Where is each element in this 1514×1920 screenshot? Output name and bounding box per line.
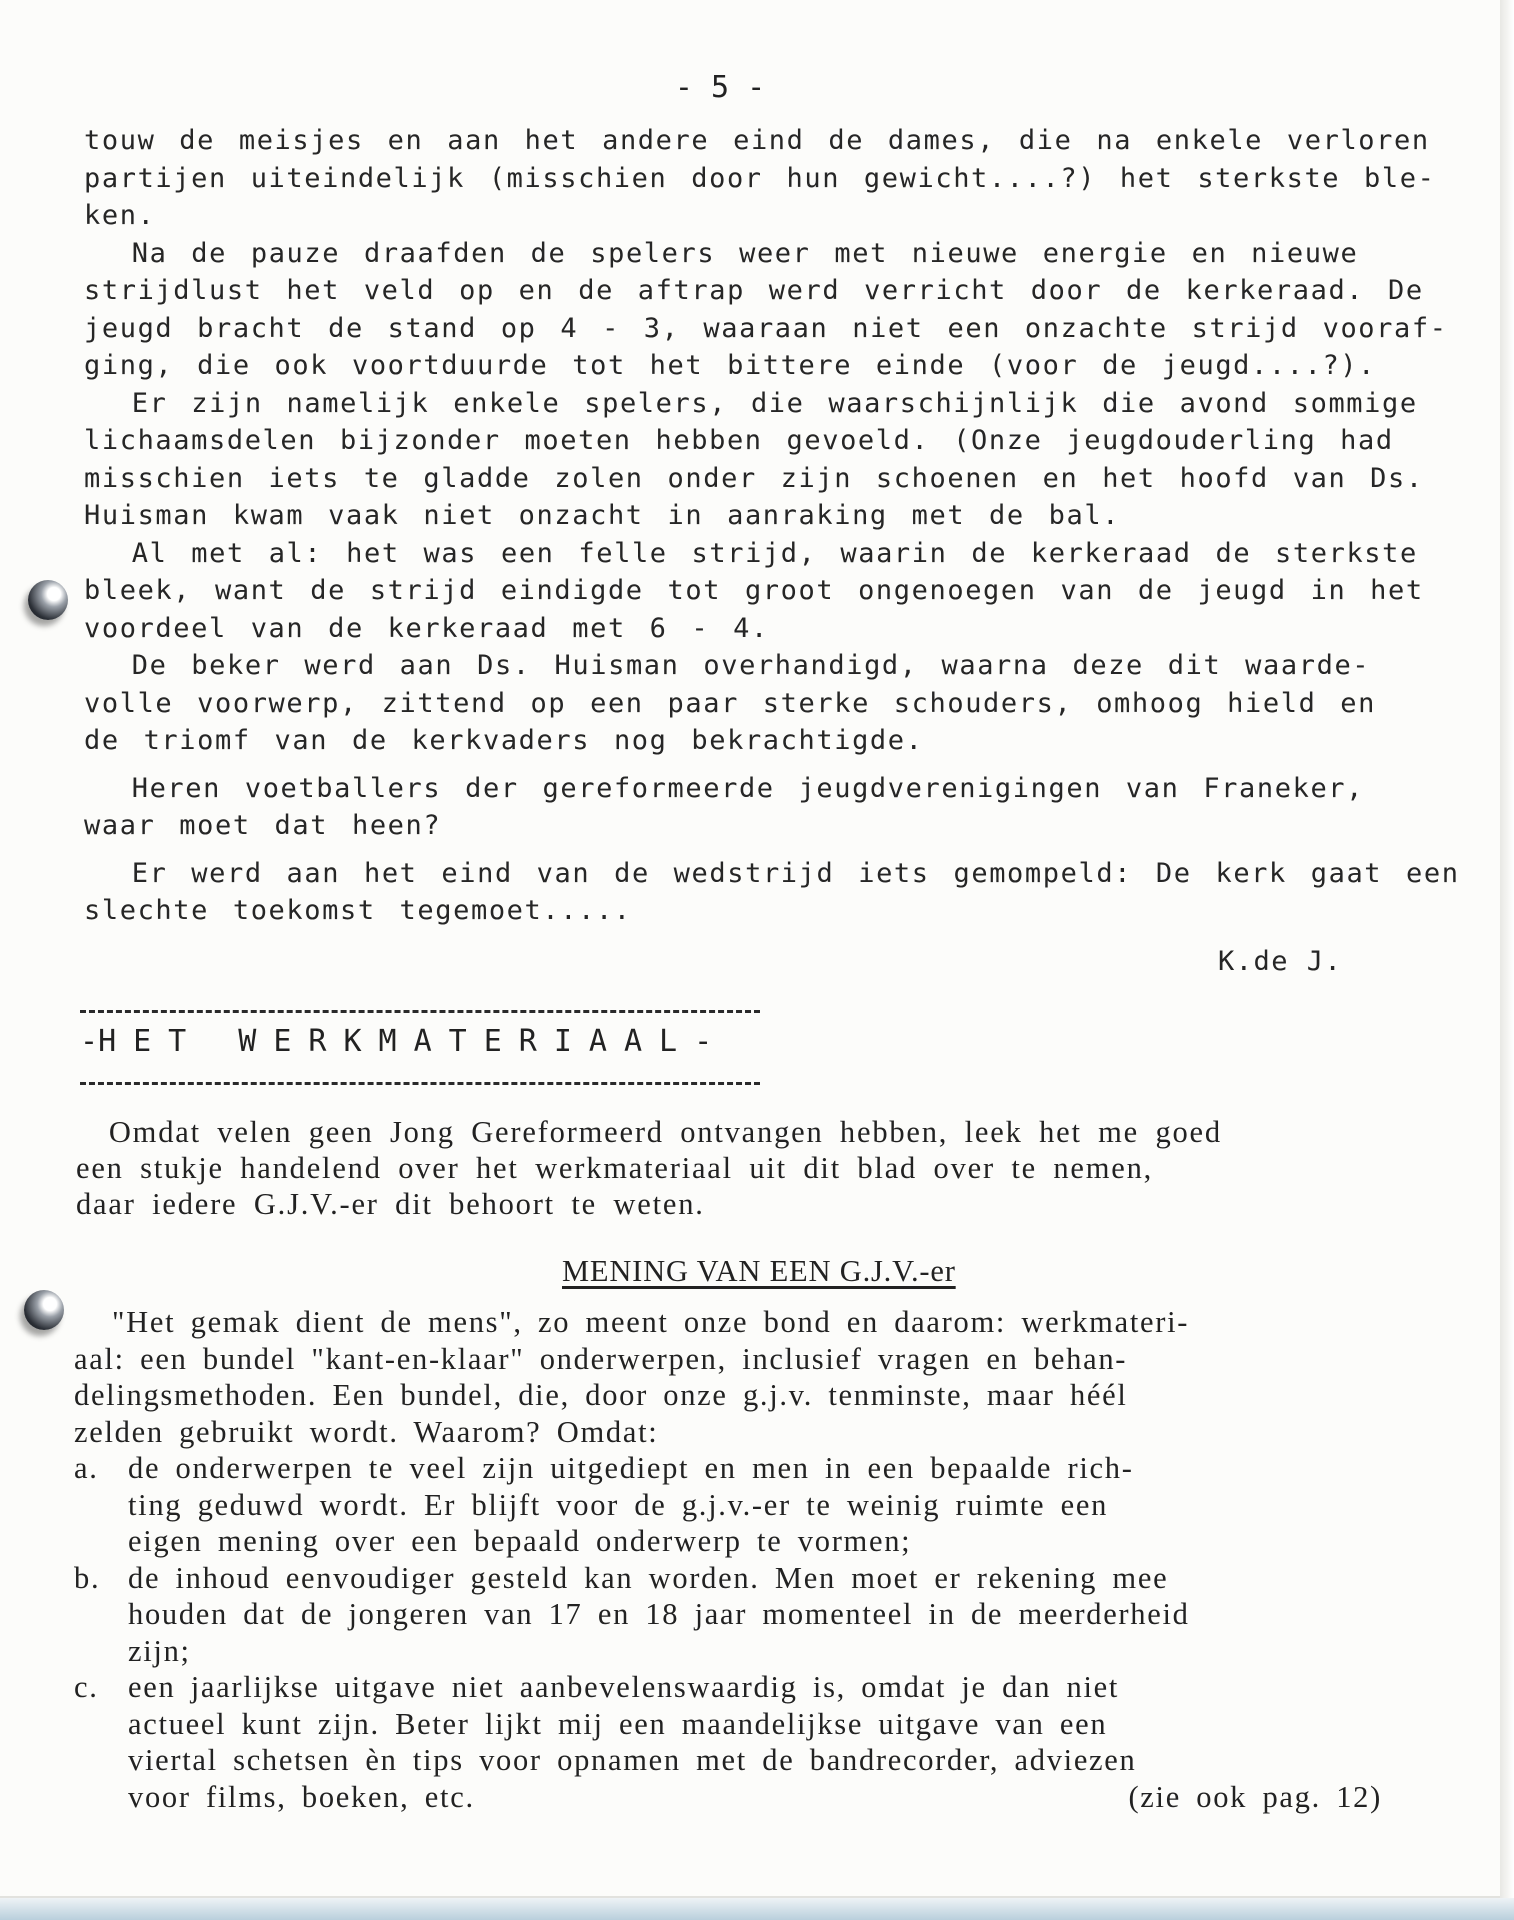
punch-hole-lower (24, 1290, 64, 1330)
text-line: bleek, want de strijd eindigde tot groot ongenoegen van de jeugd in het (84, 575, 1424, 606)
paragraph-result (84, 535, 1444, 648)
text-line: Al met al: het was een felle strijd, waarin de kerkeraad de sterkste (84, 537, 1418, 569)
text-line: Heren voetballers der gereformeerde jeugdverenigingen van Franeker, (84, 772, 1365, 804)
text-line: de onderwerpen te veel zijn uitgediept en men in een bepaalde rich- (128, 1451, 1134, 1485)
page-edge-shadow (1500, 0, 1514, 1920)
heading-marker-left: - (80, 1024, 99, 1059)
text-line: strijdlust het veld op en de aftrap werd verricht door de kerkeraad. De (84, 275, 1424, 306)
section-intro (76, 1114, 1456, 1222)
text-line: Omdat velen geen Jong Gereformeerd ontvangen hebben, leek het me goed (76, 1115, 1222, 1149)
list-item-letter: c. (74, 1670, 99, 1704)
text-line: zijn; (128, 1633, 191, 1668)
text-line: de triomf van de kerkvaders nog bekrachtigde. (84, 725, 924, 756)
author-signature: K.de J. (1218, 946, 1343, 977)
final-line-row (128, 1779, 1382, 1816)
text-line: partijen uiteindelijk (misschien door hun gewicht....?) het sterkste ble- (84, 162, 1436, 194)
opinion-body (74, 1304, 1454, 1815)
paragraph-second-half (84, 235, 1448, 385)
text-line: eigen mening over een bepaald onderwerp te vormen; (128, 1524, 912, 1558)
dashed-rule-bottom (80, 1082, 760, 1085)
text-line: ken. (84, 200, 156, 231)
paragraph-trophy (84, 647, 1444, 760)
text-line: houden dat de jongeren van 17 en 18 jaar momenteel in de meerderheid (128, 1597, 1190, 1631)
text-line: ging, die ook voortduurde tot het bittere einde (voor de jeugd....?). (84, 350, 1377, 381)
paragraph-tug-of-war (84, 122, 1444, 235)
paragraph-question (84, 770, 1444, 845)
list-item (74, 1450, 1454, 1560)
list-item (74, 1560, 1454, 1670)
scan-bottom-border (0, 1898, 1514, 1920)
dashed-rule-top (80, 1010, 760, 1013)
paragraph-gap (84, 760, 1444, 770)
heading-marker-right: - (694, 1024, 713, 1059)
section-heading-text: HET WERKMATERIAAL (98, 1024, 695, 1059)
text-line: touw de meisjes en aan het andere eind de dames, die na enkele verloren (84, 125, 1430, 156)
punch-hole-upper (28, 580, 68, 620)
text-line: voordeel van de kerkeraad met 6 - 4. (84, 612, 769, 644)
text-line: een jaarlijkse uitgave niet aanbevelenswaardig is, omdat je dan niet (128, 1670, 1120, 1704)
text-line: delingsmethoden. Een bundel, die, door onze g.j.v. tenminste, maar héél (74, 1378, 1128, 1412)
section-heading-box (80, 1000, 760, 1092)
list-item (74, 1669, 1454, 1815)
page-reference: (zie ook pag. 12) (1128, 1779, 1382, 1814)
text-line: ting geduwd wordt. Er blijft voor de g.j.v.-er te weinig ruimte een (128, 1487, 1109, 1522)
text-line: voor films, boeken, etc. (128, 1779, 475, 1814)
text-line: Huisman kwam vaak niet onzacht in aanraking met de bal. (84, 500, 1121, 531)
text-line: "Het gemak dient de mens", zo meent onze bond en daarom: werkmateri- (112, 1305, 1190, 1339)
text-line: Er werd aan het eind van de wedstrijd iets gemompeld: De kerk gaat een (84, 857, 1460, 889)
paragraph-closing (84, 855, 1460, 930)
text-line: slechte toekomst tegemoet..... (84, 895, 632, 926)
paragraph-gap (84, 845, 1444, 855)
section-heading (80, 1024, 760, 1059)
text-line: jeugd bracht de stand op 4 - 3, waaraan niet een onzachte strijd vooraf- (84, 312, 1448, 344)
text-line: lichaamsdelen bijzonder moeten hebben gevoeld. (Onze jeugdouderling had (84, 425, 1394, 456)
text-line: Na de pauze draafden de spelers weer met nieuwe energie en nieuwe (84, 237, 1359, 269)
text-line: actueel kunt zijn. Beter lijkt mij een maandelijkse uitgave van een (128, 1706, 1108, 1741)
list-item-letter: b. (74, 1560, 101, 1595)
paragraph-players (84, 385, 1444, 535)
text-line: de inhoud eenvoudiger gesteld kan worden. Men moet er rekening mee (128, 1560, 1169, 1595)
text-line: daar iedere G.J.V.-er dit behoort te weten. (76, 1187, 705, 1221)
text-line: zelden gebruikt wordt. Waarom? Omdat: (74, 1414, 659, 1449)
match-report (84, 122, 1460, 930)
text-line: volle voorwerp, zittend op een paar sterke schouders, omhoog hield en (84, 687, 1377, 719)
text-line: aal: een bundel "kant-en-klaar" onderwerpen, inclusief vragen en behan- (74, 1341, 1128, 1376)
page-number: - 5 - (674, 70, 766, 105)
text-line: een stukje handelend over het werkmateriaal uit dit blad over te nemen, (76, 1151, 1154, 1185)
text-line: Er zijn namelijk enkele spelers, die waarschijnlijk die avond sommige (84, 387, 1418, 419)
list-item-letter: a. (74, 1451, 99, 1485)
text-line: De beker werd aan Ds. Huisman overhandigd, waarna deze dit waarde- (84, 650, 1371, 681)
text-line: waar moet dat heen? (84, 810, 442, 841)
opinion-subheading: MENING VAN EEN G.J.V.-er (562, 1254, 956, 1288)
text-line: viertal schetsen èn tips voor opnamen met de bandrecorder, adviezen (128, 1743, 1137, 1777)
text-line: misschien iets te gladde zolen onder zijn schoenen en het hoofd van Ds. (84, 462, 1424, 494)
